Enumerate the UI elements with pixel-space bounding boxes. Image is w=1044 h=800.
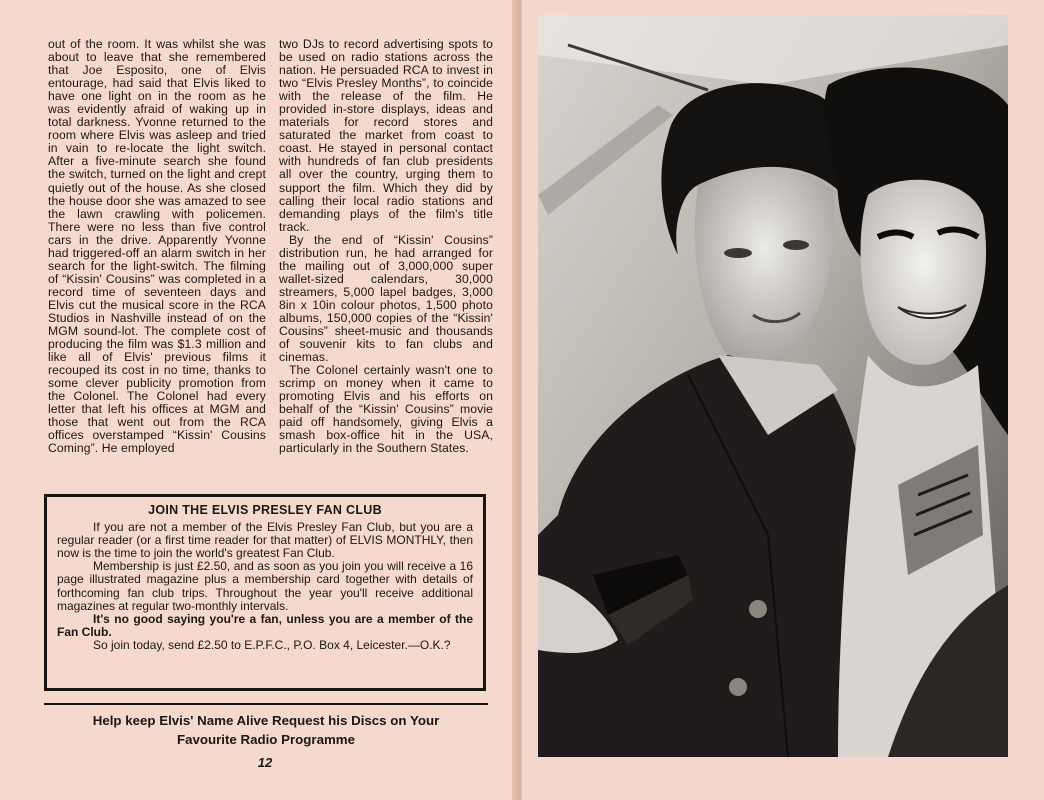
article-paragraph: out of the room. It was whilst she was about to leave that she remembered that Joe Esposito, one of Elvis entourage, had said that Elvis liked to have one light on in the room as he was evidently afraid of waking up in total darkness. Yvonne returned to the room where Elvis was asleep and tried in vain to re-locate the light switch. After a five-minute search she found the switch, turned on the light and crept quietly out of the house. As she closed the house door she was amazed to see the lawn crawling with policemen. There were no less than five control cars in the drive. Apparently Yvonne had triggered-off an alarm switch in her search for the light-switch. The filming of “Kissin' Cousins” was completed in a record time of seventeen days and Elvis cut the musical score in the RCA Studios in Nashville instead of on the MGM sound-lot. The complete cost of producing the film was $1.3 million and like all of Elvis' previous films it recouped its cost in no time, thanks to some clever publicity promotion from the Colonel. The Colonel had every letter that left his offices at MGM and those that went out from the RCA offices overstamped “Kissin' Cousins Coming”. He employed <box>48 37 266 456</box>
photo-illustration <box>538 15 1008 757</box>
fan-club-heading: JOIN THE ELVIS PRESLEY FAN CLUB <box>148 503 382 517</box>
article-column-2 <box>279 38 493 456</box>
elvis-priscilla-photo <box>538 15 1008 757</box>
page-number: 12 <box>257 755 273 770</box>
article-paragraph: The Colonel certainly wasn't one to scrimp on money when it came to promoting Elvis and his efforts on behalf of the “Kissin' Cousins” movie paid off handsomely, giving Elvis a smash box-office hit in the USA, particularly in the Southern States. <box>279 363 493 456</box>
footer-divider <box>44 703 488 705</box>
banner-line-2: Favourite Radio Programme <box>176 732 356 747</box>
fan-club-paragraph: If you are not a member of the Elvis Presley Fan Club, but you are a regular reader (or a first time reader for that matter) of ELVIS MONTHLY, then now is the time to join the world's greatest Fan Club. <box>57 520 473 561</box>
article-column-1 <box>48 38 266 456</box>
banner-line-1: Help keep Elvis' Name Alive Request his Discs on Your <box>92 713 440 728</box>
fan-club-emphasis: It's no good saying you're a fan, unless you are a member of the Fan Club. <box>57 611 473 639</box>
request-discs-banner <box>44 711 488 749</box>
article-paragraph: By the end of “Kissin' Cousins” distribution run, he had arranged for the mailing out of 3,000,000 super wallet-sized calendars, 30,000 streamers, 5,000 lapel badges, 3,000 8in x 10in colour photos, 1,500 photo albums, 150,000 copies of the “Kissin' Cousins” sheet-music and thousands of souvenir kits to fan clubs and cinemas. <box>279 232 493 365</box>
fan-club-box <box>44 494 486 691</box>
fan-club-paragraph: Membership is just £2.50, and as soon as you join you will receive a 16 page illustrated magazine plus a membership card together with details of forthcoming fan club trips. Throughout the year you'll receive additional magazines at regular two-monthly intervals. <box>57 559 473 613</box>
article-paragraph: two DJs to record advertising spots to be used on radio stations across the nation. He persuaded RCA to invest in two “Elvis Presley Months”, to coincide with the release of the film. He provided in-store displays, ideas and materials for record stores and saturated the market from coast to coast. He stayed in personal contact with hundreds of fan club presidents all over the country, urging them to support the film. Which they did by calling their local radio stations and demanding plays of the film's title track. <box>279 37 493 234</box>
fan-club-paragraph: So join today, send £2.50 to E.P.F.C., P.O. Box 4, Leicester.—O.K.? <box>93 637 451 652</box>
